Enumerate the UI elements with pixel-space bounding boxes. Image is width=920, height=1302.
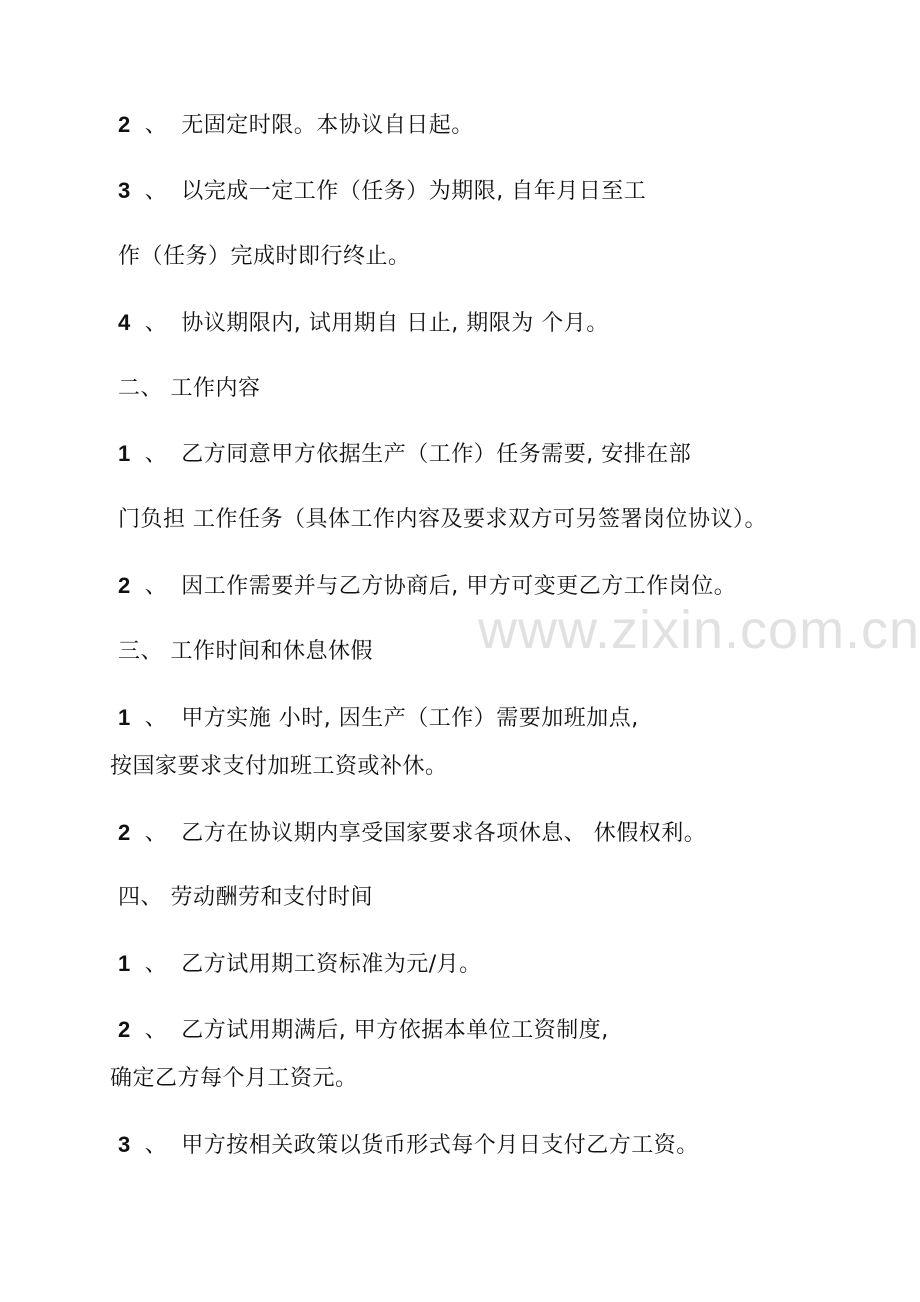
- clause-line: [118, 571, 736, 602]
- clause-number: 2: [118, 1017, 131, 1042]
- clause-number: 3: [118, 1132, 131, 1157]
- clause-number: 2: [118, 573, 131, 598]
- clause-line: [118, 1015, 609, 1046]
- section-heading-text: 四、 劳动酬劳和支付时间: [118, 885, 373, 910]
- clause-number: 2: [118, 112, 131, 137]
- clause-number: 4: [118, 310, 131, 335]
- section-heading: [118, 883, 373, 913]
- clause-line: [118, 176, 646, 207]
- clause-text: 甲方按相关政策以货币形式每个月日支付乙方工资。: [181, 1133, 699, 1158]
- clause-line: [118, 818, 706, 849]
- clause-line: [118, 308, 609, 339]
- clause-continuation: [118, 242, 411, 272]
- clause-text: 确定乙方每个月工资元。: [110, 1066, 358, 1091]
- clause-text: 协议期限内, 试用期自 日止, 期限为 个月。: [181, 311, 609, 336]
- clause-text: 乙方试用期满后, 甲方依据本单位工资制度,: [181, 1018, 609, 1043]
- clause-line: [118, 949, 482, 980]
- clause-text: 乙方试用期工资标准为元/月。: [181, 952, 482, 977]
- clause-number: 1: [118, 951, 131, 976]
- clause-text: 因工作需要并与乙方协商后, 甲方可变更乙方工作岗位。: [181, 574, 737, 599]
- clause-separator: 、: [144, 574, 168, 599]
- clause-line: [118, 703, 639, 734]
- clause-number: 1: [118, 705, 131, 730]
- clause-continuation: [118, 505, 767, 535]
- clause-number: 1: [118, 441, 131, 466]
- clause-text: 乙方同意甲方依据生产（工作）任务需要, 安排在部: [181, 442, 692, 467]
- watermark-text: www.zixin.com.cn: [478, 600, 920, 660]
- clause-text: 按国家要求支付加班工资或补休。: [110, 754, 448, 779]
- clause-text: 甲方实施 小时, 因生产（工作）需要加班加点,: [181, 706, 639, 731]
- clause-separator: 、: [144, 1018, 168, 1043]
- section-heading: [118, 637, 373, 667]
- clause-separator: 、: [144, 952, 168, 977]
- clause-text: 无固定时限。本协议自日起。: [181, 113, 474, 138]
- clause-separator: 、: [144, 706, 168, 731]
- clause-text: 作（任务）完成时即行终止。: [118, 244, 411, 269]
- clause-separator: 、: [144, 1133, 168, 1158]
- clause-separator: 、: [144, 442, 168, 467]
- clause-continuation: [110, 1064, 358, 1094]
- clause-text: 乙方在协议期内享受国家要求各项休息、 休假权利。: [181, 821, 707, 846]
- clause-text: 以完成一定工作（任务）为期限, 自年月日至工: [181, 179, 647, 204]
- clause-separator: 、: [144, 113, 168, 138]
- section-heading-text: 二、 工作内容: [118, 376, 261, 401]
- clause-continuation: [110, 752, 448, 782]
- clause-line: [118, 110, 474, 141]
- clause-separator: 、: [144, 821, 168, 846]
- clause-separator: 、: [144, 179, 168, 204]
- clause-number: 3: [118, 178, 131, 203]
- section-heading-text: 三、 工作时间和休息休假: [118, 639, 373, 664]
- section-heading: [118, 374, 261, 404]
- clause-number: 2: [118, 820, 131, 845]
- clause-line: [118, 439, 691, 470]
- clause-line: [118, 1130, 699, 1161]
- clause-text: 门负担 工作任务（具体工作内容及要求双方可另签署岗位协议）。: [118, 507, 767, 532]
- clause-separator: 、: [144, 311, 168, 336]
